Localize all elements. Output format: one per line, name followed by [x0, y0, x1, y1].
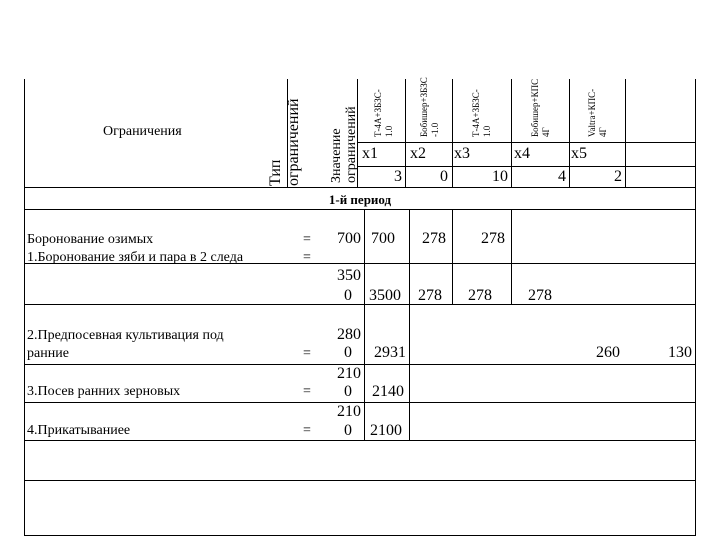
row-5-value-a: 210	[337, 403, 361, 420]
table-right-border	[695, 79, 696, 536]
row-5-name: 4.Прикатываниее	[27, 423, 131, 438]
row-4-sign: =	[303, 384, 311, 399]
row-1-name-line-1: Боронование озимых	[27, 232, 154, 247]
row-3-value-b: 0	[344, 344, 352, 361]
coef-x3: 10	[492, 168, 508, 185]
type-header-line-1: Тип	[267, 159, 284, 186]
x3-tech-line-2: 1.0	[482, 125, 492, 137]
row-1-sign-1: =	[303, 232, 311, 247]
body-col-line-b	[409, 209, 410, 441]
body-col-line-d	[511, 209, 512, 304]
row-5-sign: =	[303, 423, 311, 438]
row-1-x3: 278	[481, 230, 505, 247]
row-3-value-a: 280	[337, 326, 361, 343]
row-4-rhs: 2140	[372, 383, 404, 400]
coef-x2: 0	[440, 168, 448, 185]
header-bottom-line	[24, 187, 696, 188]
x1-tech-line-2: 1.0	[384, 125, 394, 137]
row-1-value: 700	[337, 230, 361, 247]
coef-x1: 3	[394, 168, 402, 185]
row-1-sign-2: =	[303, 250, 311, 265]
row-1-name-line-2: 1.Боронование зяби и пара в 2 следа	[27, 250, 244, 265]
x1-tech-line-1: Т-4А+ЗБЗС-	[373, 89, 383, 137]
row-4-value-a: 210	[337, 365, 361, 382]
var-x1: x1	[362, 145, 378, 162]
row-3-name-line-2: ранние	[27, 346, 69, 361]
col-line-x1	[405, 79, 406, 188]
table-left-border	[24, 79, 25, 536]
body-col-line-a	[364, 209, 365, 441]
x4-tech-line-2: 4Г	[541, 127, 551, 137]
row-2-x3: 278	[468, 287, 492, 304]
x3-tech-line-1: Т-4А+ЗБЗС-	[471, 89, 481, 137]
x5-tech-line-1: Valtra+КПС-	[587, 88, 597, 137]
constraints-header: Ограничения	[103, 124, 182, 139]
row-3-name-line-1: 2.Предпосевная культивация под	[27, 328, 224, 343]
row-line-7	[24, 535, 696, 536]
coef-x5: 2	[614, 168, 622, 185]
var-x4: x4	[514, 145, 530, 162]
var-x5: x5	[571, 145, 587, 162]
row-2-rhs: 3500	[369, 287, 401, 304]
row-1-rhs: 700	[371, 230, 395, 247]
row-line-6	[24, 480, 696, 481]
row-3-sign: =	[303, 346, 311, 361]
var-x3: x3	[454, 145, 470, 162]
row-2-x2: 278	[418, 287, 442, 304]
x2-tech-line-1: Бобишер+ЗБЗС	[419, 77, 429, 137]
value-header-line-2: ограничений	[344, 106, 359, 183]
var-row-line	[357, 142, 696, 143]
coef-x4: 4	[558, 168, 566, 185]
row-3-x5: 260	[596, 344, 620, 361]
col-line-x2	[452, 79, 453, 188]
row-3-rhs: 2931	[374, 344, 406, 361]
row-4-value-b: 0	[344, 383, 352, 400]
value-header-line-1: Значение	[329, 128, 344, 183]
row-2-x4: 278	[528, 287, 552, 304]
row-4-name: 3.Посев ранних зерновых	[27, 384, 181, 399]
row-1-x2: 278	[422, 230, 446, 247]
type-header-line-2: ограничений	[285, 98, 302, 186]
body-col-line-c	[452, 209, 453, 304]
coef-row-line	[357, 166, 696, 167]
col-line-x5	[625, 79, 626, 188]
x2-tech-line-2: -1.0	[430, 122, 440, 137]
row-5-value-b: 0	[344, 422, 352, 439]
x5-tech-line-2: 4Г	[598, 127, 608, 137]
row-2-value-a: 350	[337, 267, 361, 284]
row-2-value-b: 0	[344, 287, 352, 304]
row-line-5	[24, 440, 696, 441]
col-line-x4	[569, 79, 570, 188]
x4-tech-line-1: Бобишер+КПС	[530, 78, 540, 137]
row-3-x6: 130	[668, 344, 692, 361]
period-bottom-line	[24, 209, 696, 210]
row-line-2	[24, 304, 696, 305]
var-x2: x2	[410, 145, 426, 162]
col-line-x3	[511, 79, 512, 188]
period-label: 1-й период	[328, 192, 392, 207]
row-5-rhs: 2100	[370, 422, 402, 439]
